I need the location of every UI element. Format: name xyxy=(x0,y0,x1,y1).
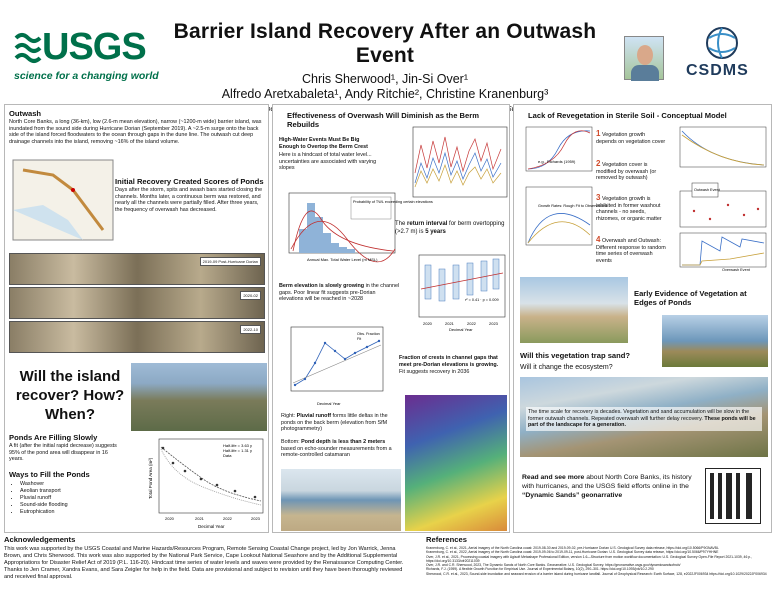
ref-item: Kranenburg, C. et al., 2022, Aerial imagery of the North Carolina coast: 2019-09-06 to 2019-09-11, post-Hurricane Dorian: U.S. Geological Survey data release, https://doi.org/10.5066/P97YHHNE xyxy=(426,550,719,555)
growth-rate-chart xyxy=(518,185,608,255)
veg-cover-chart xyxy=(670,125,770,177)
ref-item: Richards, F.J. (1959). A flexible Growth Function for Empirical Use. Journal of Experimental Botany, 10(2), 290–301. https://doi.org/10.1093/jxb/10.2.290 xyxy=(426,567,654,572)
overwash-timeseries-chart xyxy=(670,181,770,273)
veg-step-3: 3 Vegetation growth is inhibited in former washout channels - no seeds, rhizomes, or organic matter xyxy=(596,193,662,222)
initial-recovery-body: Days after the storm, spits and swash bars started closing the channels. Months later, a continuous berm was restored, and nearly all the channels were partially filled. After three years, the frequency of overwash has decreased. xyxy=(115,187,263,213)
veg-heading: Lack of Revegetation in Sterile Soil - Conceptual Model xyxy=(528,111,727,120)
pond-point xyxy=(254,496,257,499)
usgs-wave-icon xyxy=(14,30,40,66)
overwash-heading: Effectiveness of Overwash Will Diminish as the Berm Rebuilds xyxy=(287,111,479,129)
catamaran-photo xyxy=(281,469,401,531)
csdms-globe-icon xyxy=(704,26,740,60)
references xyxy=(426,535,772,576)
pond-ylabel: Total Pond Area (m²) xyxy=(148,457,153,499)
pond-point xyxy=(184,470,187,473)
pond-legend: Half-life = 3.63 y xyxy=(223,443,253,448)
return-interval-text: The return interval for berm overtopping (>2.7 m) is 5 years xyxy=(395,221,505,235)
csdms-wordmark: CSDMS xyxy=(686,62,749,79)
veg-step-1: 1 Vegetation growth depends on vegetation cover xyxy=(596,129,666,145)
year-tick: 2020 xyxy=(423,321,432,326)
authors-line1: Chris Sherwood¹, Jin-Si Over¹ xyxy=(301,72,468,86)
way-item: • Pluvial runoff xyxy=(20,495,68,502)
berm-elevation-chart xyxy=(405,251,509,331)
ref-item: Sherwood, C.R. et al., 2023, Sound-side inundation and seaward erosion of a barrier island during hurricane landfall. Journal of Geophysical Research: Earth Surface, 128, e2022JF006934 https://doi.org/10.1029/2022JF006934 xyxy=(426,571,767,576)
pond-point xyxy=(162,447,165,450)
strip-label: 2020-02 xyxy=(240,291,261,300)
outwash-event-label: Outwash Event xyxy=(694,188,720,192)
author-photo xyxy=(624,36,664,80)
prob-label: Probability of TWL exceeding certain elevations xyxy=(353,200,433,204)
ack-heading: Acknowledgements xyxy=(4,535,76,544)
ref-item: Over, J.R. and C.R. Sherwood, 2023, The Dynamic Sands of North Core Banks. Geonarrative. U.S. Geological Survey. https://geonarrative.usgs.gov/dynamicsandsofncb/ xyxy=(426,563,681,568)
overwash-event-label: Overwash Event xyxy=(722,268,750,272)
csdms-logo xyxy=(686,26,758,82)
trap-question-2: Will it change the ecosystem? xyxy=(520,364,613,371)
x-tick: 2020 xyxy=(165,516,174,521)
veg-step-2: 2 Vegetation cover is modified by overwash (or removed by outwash) xyxy=(596,159,657,182)
outwash-body: North Core Banks, a long (36-km), low (2.6-m mean elevation), narrow (~1200-m wide) barrier island, was inundated from the sound side during Hurricane Dorian (September 2019). A ~2.5-m surge onto the back side of the island forced floodwaters to the ocean through gaps in the dune line. The outwash cut deep drainage channels into the island, removing ~16% of the island volume. xyxy=(9,119,262,145)
hw-body: Here is a hindcast of total water level... uncertainties are associated with varying slopes xyxy=(279,152,377,172)
early-evidence-heading: Early Evidence of Vegetation at Edges of Ponds xyxy=(634,289,747,307)
frac-legend: Fit xyxy=(357,337,362,341)
fit-line-1 xyxy=(161,447,261,501)
way-item: • Aeolian transport xyxy=(20,488,68,495)
twl-histogram xyxy=(277,189,433,265)
poster-header xyxy=(150,20,620,113)
fraction-text: Fraction of crests in channel gaps that meet pre-Dorian elevations is growing. xyxy=(399,355,499,368)
frac-xlabel: Decimal Year xyxy=(317,401,341,406)
growth-curve-chart xyxy=(518,125,594,181)
veg-step-4: 4 Overwash and Outwash: Different response to random time series of overwash events xyxy=(596,235,666,264)
hw-heading: High-Water Events Must Be Big Enough to Overtop the Berm Crest xyxy=(279,137,368,150)
frac-legend: Obs. Fraction xyxy=(357,332,380,336)
trap-question-1: Will this vegetation trap sand? xyxy=(520,351,631,360)
pond-point xyxy=(234,490,237,493)
elev-xlabel: Decimal Year xyxy=(449,327,473,332)
ponds-body: A fit (after the initial rapid decrease) suggests 95% of the pond area will disappear in 16 years. xyxy=(9,443,117,463)
location-map xyxy=(13,160,113,240)
way-item: • Sound-side flooding xyxy=(20,502,68,509)
overwash-panel xyxy=(272,104,510,533)
usgs-logo xyxy=(14,26,159,86)
bottom-text: Bottom: Pond depth is less than 2 meters based on echo-sounder measurements from a remote-controlled catamaran xyxy=(281,439,392,459)
read-more-text: Read and see more about North Core Banks, its history with hurricanes, and the USGS field efforts online in the “Dynamic Sands” geonarrative xyxy=(522,474,692,499)
authors-line2: Alfredo Aretxabaleta¹, Andy Ritchie², Christine Kranenburg³ xyxy=(221,87,549,101)
photo-strip-2020 xyxy=(9,287,265,319)
initial-recovery-heading: Initial Recovery Created Scores of Ponds xyxy=(115,177,264,186)
x-tick: 2021 xyxy=(195,516,204,521)
fraction-crests-chart xyxy=(277,323,387,407)
outwash-panel xyxy=(4,104,269,533)
x-tick: 2023 xyxy=(251,516,260,521)
ack-body: This work was supported by the USGS Coastal and Marine Hazards/Resources Program, Remote Sensing Coastal Change project, led by Jon Warrick, Jenna Brown, and Chris Sherwood. This work was also supported by the National Park Service, Cape Lookout National Seashore and by the Additional Supplemental Appropriations for Disaster Relief Act of 2019 (P.L. 116-20). Hindcast time series of water levels and waves were provided by the Renaissance Computing Center. Thanks to Jen Cramer, Xandra Evans, and Sara Zeigler for help in the field. Data are provisional and subject to revision until they have been thoroughly reviewed and received final approval. xyxy=(4,546,404,580)
pond-area-chart xyxy=(143,435,267,531)
way-item: • Washover xyxy=(20,481,68,488)
island-question: Will the island recover? How? When? xyxy=(15,368,125,423)
richards-label: e.g., Richards (1959) xyxy=(538,159,576,164)
pond-legend: Data xyxy=(223,453,232,458)
way-item: • Eutrophication xyxy=(20,509,68,516)
usgs-tagline: science for a changing world xyxy=(14,70,159,82)
growth-rate-label: Growth Rates: Rough Fit to Observations xyxy=(538,204,608,208)
ref-item: Over, J.R. et al., 2021, Processing coastal imagery with Agisoft Metashape Professional Edition, version 1.6—Structure from motion workflow documentation: U.S. Geological Survey Open-File Report 2021-1039, 46 p., https://doi.org/10.3133/ofr20211039 xyxy=(426,554,753,563)
sfm-elevation-map xyxy=(405,395,507,531)
elev-stats: r² = 0.41 · p = 0.009 xyxy=(465,298,499,302)
pond-point xyxy=(172,462,175,465)
pluvial-text: Right: Pluvial runoff forms little deltas in the ponds on the back berm (elevation from SfM photogrammetry) xyxy=(281,413,388,433)
timescale-text: The time scale for recovery is decades. Vegetation and sand accumulation will be slow in the former outwash channels. Repeated overwash will further delay recovery. These ponds will be part of the landscape for a generation. xyxy=(526,407,762,431)
vegetation-panel xyxy=(513,104,772,533)
vegetation-photo-2 xyxy=(662,315,768,367)
fraction-text2: Fit suggests recovery in 2036 xyxy=(399,369,470,375)
poster-title: Barrier Island Recovery After an Outwash Event xyxy=(173,20,597,67)
pond-legend: Half-life = 1.31 y xyxy=(223,448,253,453)
pond-point xyxy=(216,484,219,487)
strip-label: 2019-09 Post-Hurricane Dorian xyxy=(200,257,261,266)
pond-xlabel: Decimal Year xyxy=(198,524,225,529)
hist-xlabel: Annual Max. Total Water Level (m MSL) xyxy=(307,257,378,262)
pond-point xyxy=(200,478,203,481)
photo-strip-2022 xyxy=(9,321,265,353)
berm-text: Berm elevation is slowly growing in the channel gaps. Poor linear fit suggests pre-Dorian elevations will be reached in ~2028 xyxy=(279,283,400,303)
pond-aerial-photo xyxy=(131,363,267,431)
ways-list xyxy=(11,481,68,516)
year-tick: 2021 xyxy=(445,321,454,326)
usgs-wordmark: USGS xyxy=(42,26,146,68)
photo-strip-2019 xyxy=(9,253,265,285)
pond-edge-photo xyxy=(520,377,768,457)
year-tick: 2023 xyxy=(489,321,498,326)
strip-label: 2022-10 xyxy=(240,325,261,334)
fit-line-2 xyxy=(161,449,261,505)
ponds-heading: Ponds Are Filling Slowly xyxy=(9,433,98,442)
vegetation-photo-1 xyxy=(520,277,628,343)
refs-list xyxy=(426,546,772,576)
year-tick: 2022 xyxy=(467,321,476,326)
refs-heading: References xyxy=(426,535,467,544)
ways-heading: Ways to Fill the Ponds xyxy=(9,470,90,479)
ref-item: Kranenburg, C. et al., 2021, Aerial imagery of the North Carolina coast: 2019-08-30 and 2019-09-02, pre-Hurricane Dorian U.S. Geological Survey data release, https://doi.org/10.5066/P9GNAVBL xyxy=(426,546,719,550)
x-tick: 2022 xyxy=(223,516,232,521)
acknowledgements xyxy=(4,535,412,581)
geonarrative-qr-code[interactable] xyxy=(706,469,760,523)
outwash-heading: Outwash xyxy=(9,109,42,118)
